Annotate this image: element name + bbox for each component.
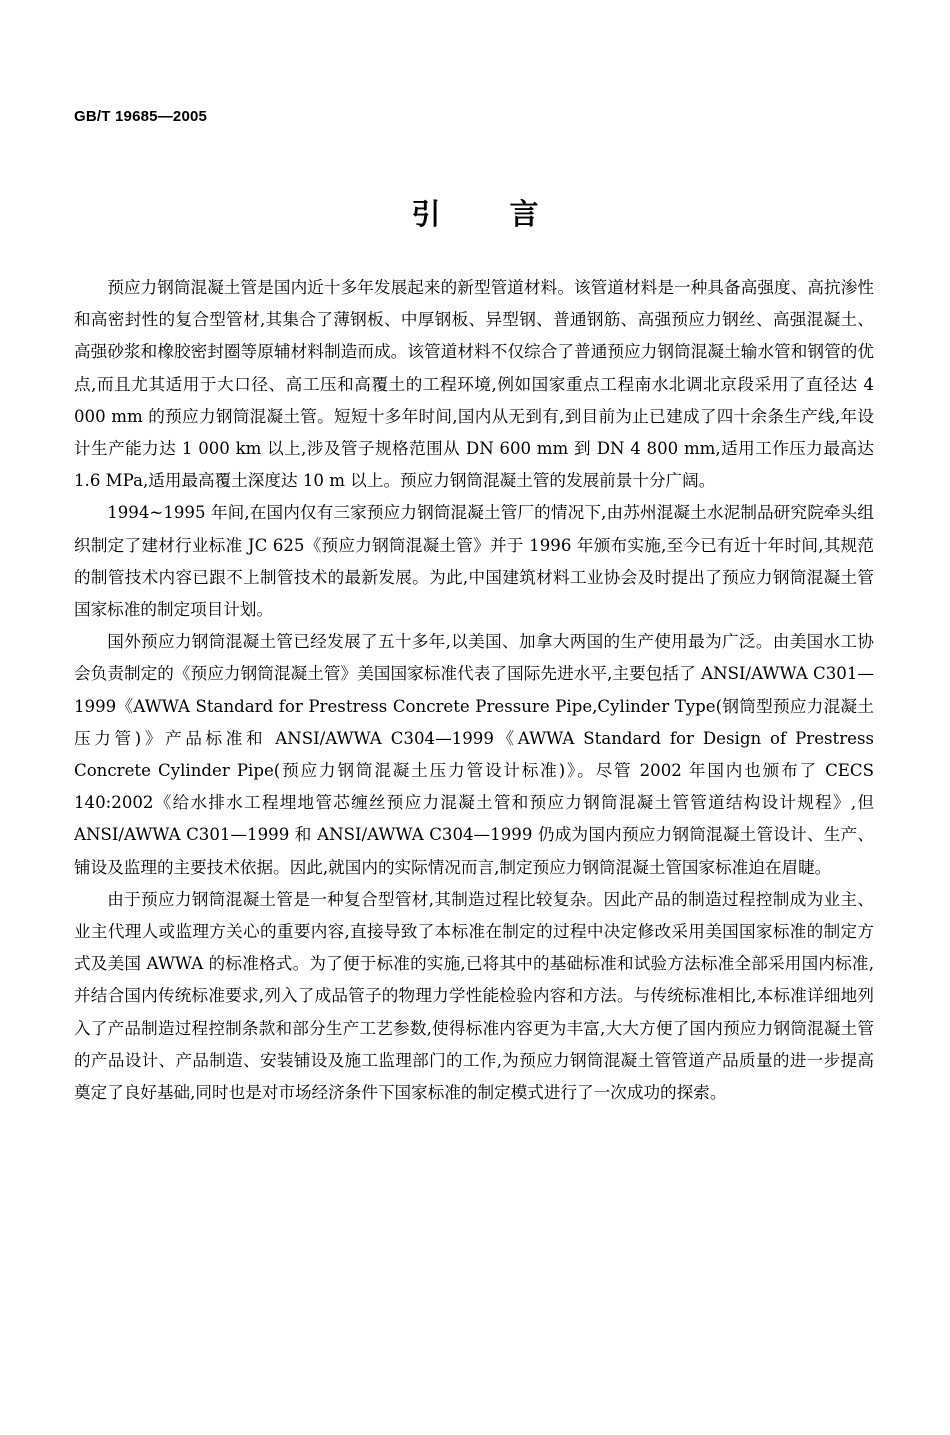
paragraph-3: 国外预应力钢筒混凝土管已经发展了五十多年,以美国、加拿大两国的生产使用最为广泛。由美国水工协会负责制定的《预应力钢筒混凝土管》美国国家标准代表了国际先进水平,主要包括了 ANSI/AWWA C301—1999《AWWA Standard for Prestress Concrete Pressure Pipe,Cylinder Type(钢筒型预应力混凝土压力管)》产品标准和 ANSI/AWWA C304—1999《AWWA Standard for Design of Prestress Concrete Cylinder Pipe(预应力钢筒混凝土压力管设计标准)》。尽管 2002 年国内也颁布了 CECS 140:2002《给水排水工程埋地管芯缠丝预应力混凝土管和预应力钢筒混凝土管管道结构设计规程》,但 ANSI/AWWA C301—1999 和 ANSI/AWWA C304—1999 仍成为国内预应力钢筒混凝土管设计、生产、铺设及监理的主要技术依据。因此,就国内的实际情况而言,制定预应力钢筒混凝土管国家标准迫在眉睫。 [74,632,874,877]
paragraph-2: 1994~1995 年间,在国内仅有三家预应力钢筒混凝土管厂的情况下,由苏州混凝土水泥制品研究院牵头组织制定了建材行业标准 JC 625《预应力钢筒混凝土管》并于 1996 年颁布实施,至今已有近十年时间,其规范的制管技术内容已跟不上制管技术的最新发展。为此,中国建筑材料工业协会及时提出了预应力钢筒混凝土管国家标准的制定项目计划。 [74,503,874,620]
page-header-standard-number: GB/T 19685—2005 [74,108,208,125]
paragraph-1: 预应力钢筒混凝土管是国内近十多年发展起来的新型管道材料。该管道材料是一种具备高强度、高抗渗性和高密封性的复合型管材,其集合了薄钢板、中厚钢板、异型钢、普通钢筋、高强预应力钢丝、高强混凝土、高强砂浆和橡胶密封圈等原辅材料制造而成。该管道材料不仅综合了普通预应力钢筒混凝土输水管和钢管的优点,而且尤其适用于大口径、高工压和高覆土的工程环境,例如国家重点工程南水北调北京段采用了直径达 4 000 mm 的预应力钢筒混凝土管。短短十多年时间,国内从无到有,到目前为止已建成了四十余条生产线,年设计生产能力达 1 000 km 以上,涉及管子规格范围从 DN 600 mm 到 DN 4 800 mm,适用工作压力最高达 1.6 MPa,适用最高覆土深度达 10 m 以上。预应力钢筒混凝土管的发展前景十分广阔。 [74,278,874,491]
body-text [74,272,874,1109]
page-title: 引 言 [411,197,559,231]
paragraph-4: 由于预应力钢筒混凝土管是一种复合型管材,其制造过程比较复杂。因此产品的制造过程控制成为业主、业主代理人或监理方关心的重要内容,直接导致了本标准在制定的过程中决定修改采用美国国家标准的制定方式及美国 AWWA 的标准格式。为了便于标准的实施,已将其中的基础标准和试验方法标准全部采用国内标准,并结合国内传统标准要求,列入了成品管子的物理力学性能检验内容和方法。与传统标准相比,本标准详细地列入了产品制造过程控制条款和部分生产工艺参数,使得标准内容更为丰富,大大方便了国内预应力钢筒混凝土管的产品设计、产品制造、安装铺设及施工监理部门的工作,为预应力钢筒混凝土管管道产品质量的进一步提高奠定了良好基础,同时也是对市场经济条件下国家标准的制定模式进行了一次成功的探索。 [74,889,874,1103]
